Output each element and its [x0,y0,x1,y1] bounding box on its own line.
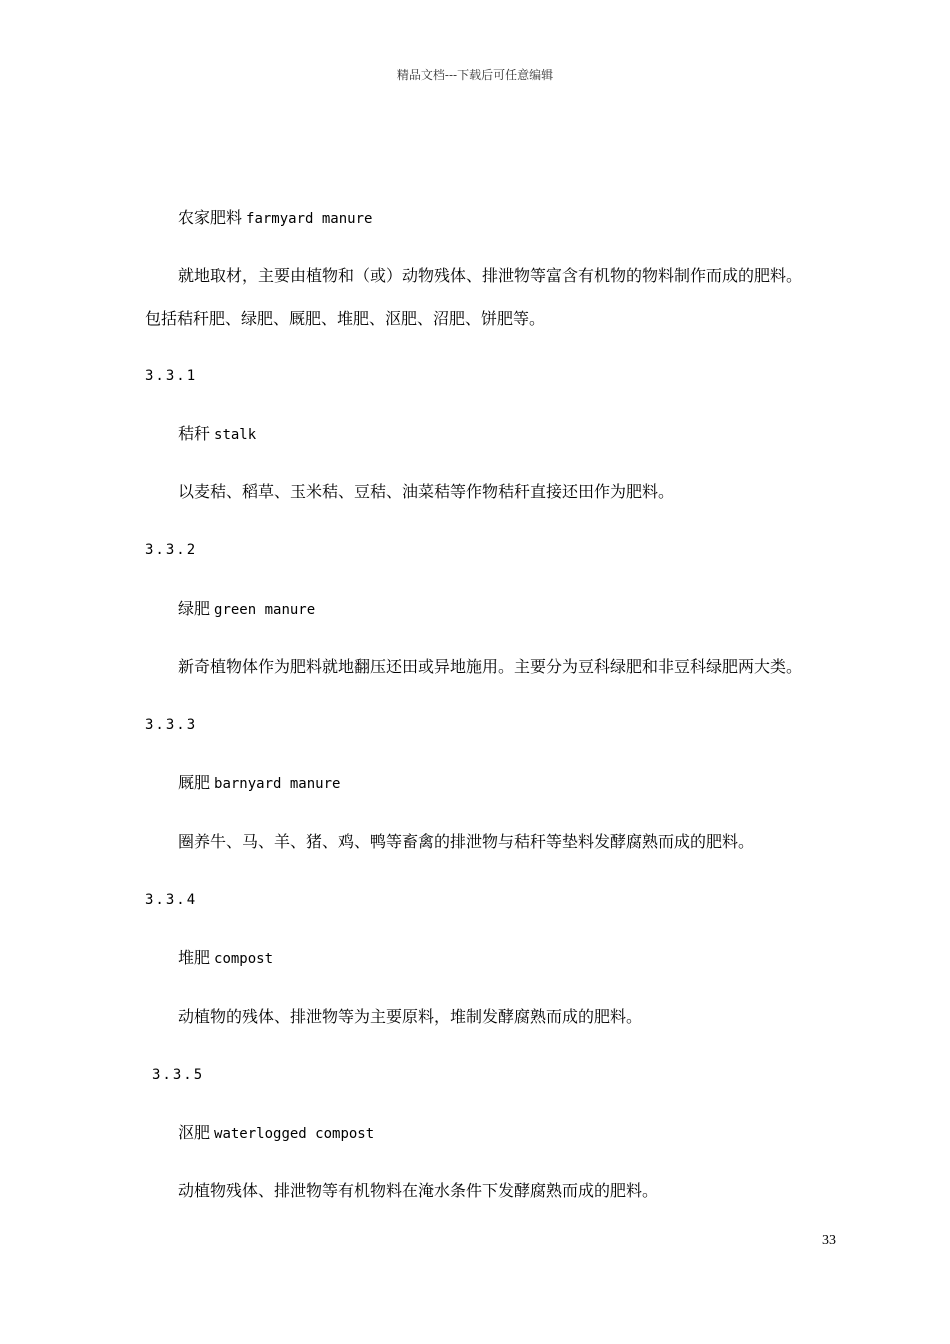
term-cn: 秸秆 [178,424,211,443]
term-cn: 堆肥 [178,948,211,967]
term-cn: 沤肥 [178,1123,211,1142]
term-en: compost [214,951,274,967]
page-number: 33 [822,1233,836,1248]
section-number: 3.3.3 [145,717,198,733]
term-en: barnyard manure [214,776,341,792]
page-header: 精品文档---下载后可任意编辑 [396,68,554,82]
section-number: 3.3.1 [145,368,198,384]
term-cn: 厩肥 [178,773,211,792]
term-en: farmyard manure [246,211,373,227]
definition-line: 动植物的残体、排泄物等为主要原料，堆制发酵腐熟而成的肥料。 [178,1007,643,1026]
term-en: waterlogged compost [214,1126,375,1142]
definition-line: 新奇植物体作为肥料就地翻压还田或异地施用。主要分为豆科绿肥和非豆科绿肥两大类。 [178,657,803,676]
definition-line: 圈养牛、马、羊、猪、鸡、鸭等畜禽的排泄物与秸秆等垫料发酵腐熟而成的肥料。 [178,832,755,851]
term-barnyard-manure [178,773,340,794]
term-compost [178,948,273,969]
term-cn: 农家肥料 [178,208,243,227]
definition-line: 以麦秸、稻草、玉米秸、豆秸、油菜秸等作物秸秆直接还田作为肥料。 [178,482,675,501]
section-number: 3.3.5 [152,1067,205,1083]
term-waterlogged-compost [178,1123,374,1144]
term-stalk [178,424,256,445]
term-en: green manure [214,602,316,618]
definition-line: 动植物残体、排泄物等有机物料在淹水条件下发酵腐熟而成的肥料。 [178,1181,659,1200]
definition-line: 就地取材，主要由植物和（或）动物残体、排泄物等富含有机物的物料制作而成的肥料。 [178,266,803,285]
definition-line: 包括秸秆肥、绿肥、厩肥、堆肥、沤肥、沼肥、饼肥等。 [145,309,546,328]
term-farmyard-manure [178,208,372,229]
section-number: 3.3.4 [145,892,198,908]
term-cn: 绿肥 [178,599,211,618]
term-en: stalk [214,427,257,443]
section-number: 3.3.2 [145,542,198,558]
term-green-manure [178,599,315,620]
